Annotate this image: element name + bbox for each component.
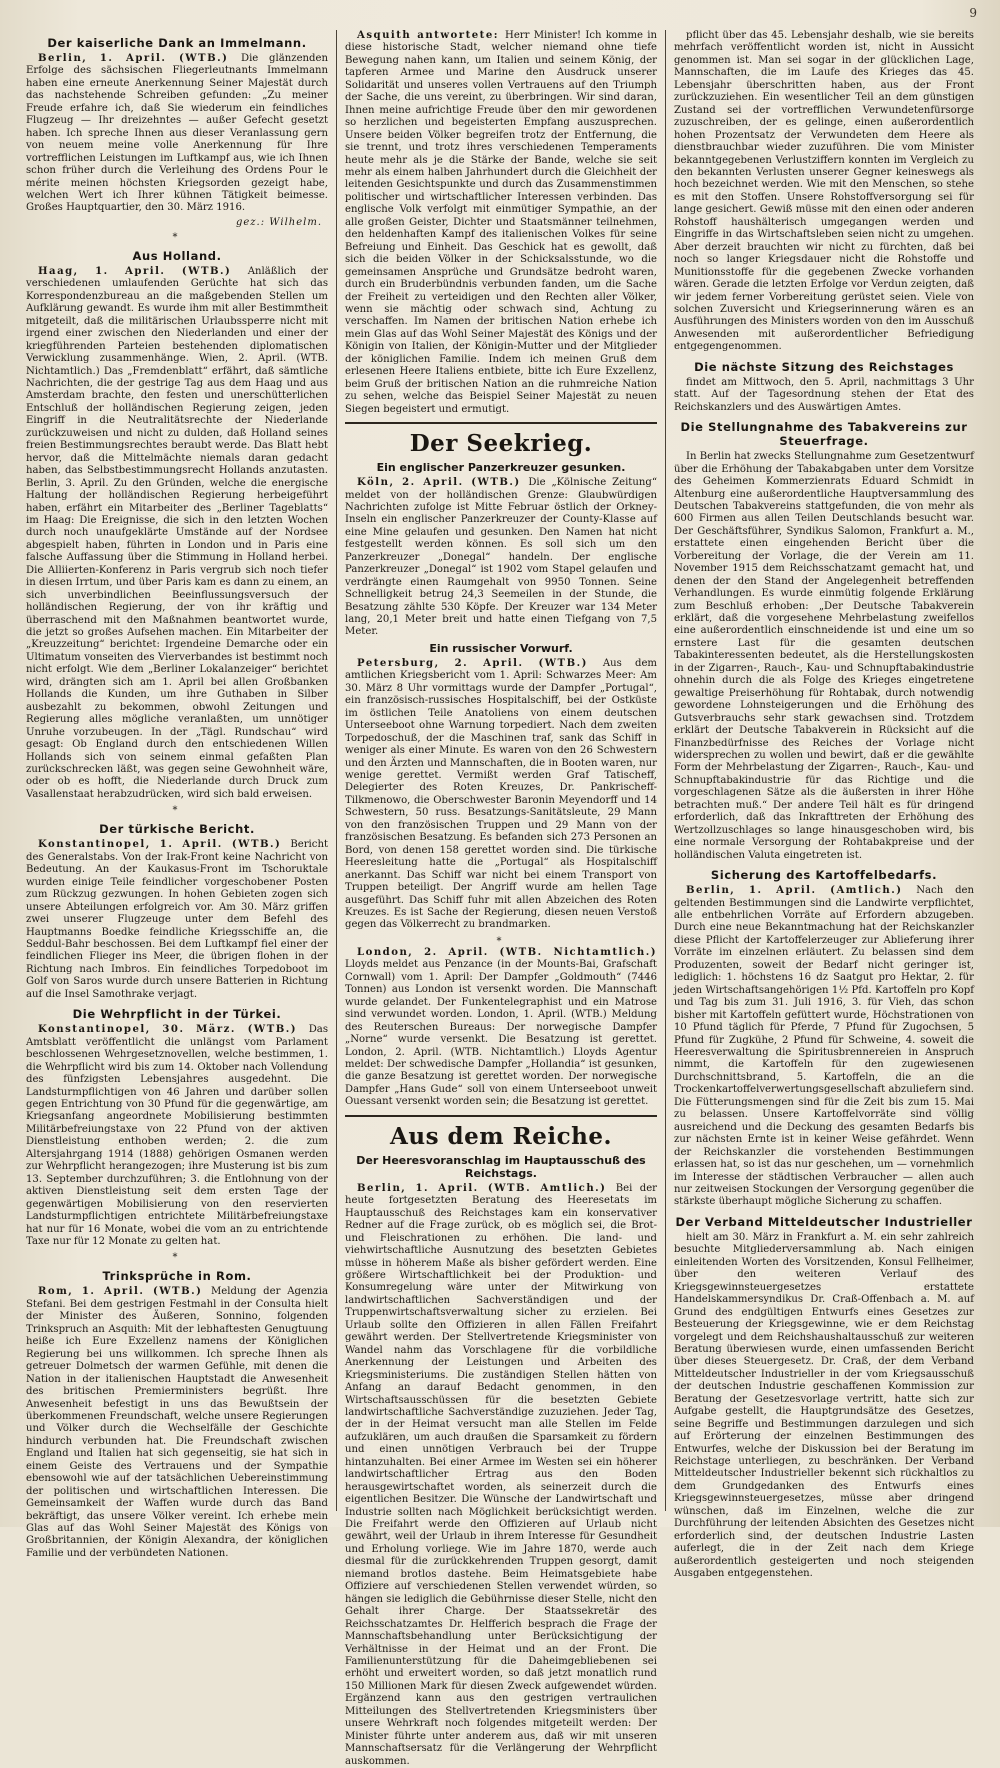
dateline: Haag, 1. April. (WTB.) [38,265,248,277]
headline-tuerkischer-bericht: Der türkische Bericht. [99,822,255,837]
article-reichstag-sitzung [674,377,974,414]
subheadline-russischer-vorwurf: Ein russischer Vorwurf. [429,641,573,655]
column-2 [336,30,666,1767]
dateline: London, 2. April. (WTB. Nichtamtlich.) [357,946,657,958]
article-text: findet am Mittwoch, den 5. April, nachmittags 3 Uhr statt. Auf der Tagesordnung stehen der Etat des Reichskanzlers und des Auswärtigen Amtes. [674,376,974,413]
article-text: Aus dem amtlichen Kriegsbericht vom 1. April: Schwarzes Meer: Am 30. März 8 Uhr vormittags wurde der Dampfer „Portugal“, ein französisch-russisches Hospitalschiff, bei der Ostküste im östlichen Teile Anatoliens von einem deutschen Unterseeboot ohne Warnung torpediert. Nach dem zweiten Torpedoschuß, der die Maschinen traf, sank das Schiff in weniger als einer Minute. Es waren von den 26 Schwestern und den Ärzten und Mannschaften, die in Booten waren, nur wenige gerettet. Vermißt werden Graf Tatischeff, Delegierter des Roten Kreuzes, Dr. Pankrischeff-Tilkmenowo, die Oberschwester Baronin Meyendorff und 14 Schwestern, 50 russ. Besatzungs-Sanitätsleute, 29 Mann von den französischen Truppen und 29 Mann von der französischen Besatzung. Es befanden sich 273 Personen an Bord, von denen 158 gerettet worden sind. Die türkische Heeresleitung hatte die „Portugal“ als Hospitalschiff anerkannt. Das Schiff war nicht bei einem Transport von Truppen beteiligt. Der Angriff wurde am hellen Tage ausgeführt. Das Schiff fuhr mit allen Abzeichen des Roten Kreuzes. Es ist Sache der Regierung, diesen neuen Verstoß gegen das Völkerrecht zu brandmarken. [345,657,657,931]
dateline: Berlin, 1. April. (Amtlich.) [686,885,917,897]
article-text: pflicht über das 45. Lebensjahr deshalb, wie sie bereits mehrfach veröffentlicht worden ist, nicht in Aussicht genommen ist. Man sei sogar in der glücklichen Lage, Mannschaften, die im Laufe des Krieges das 45. Lebensjahr überschritten haben, aus der Front zurückzuziehen. Ein wesentlicher Teil an dem günstigen Zustand sei der vortrefflichen Verwundetenfürsorge zuzuschreiben, der es gelinge, einen außerordentlich hohen Prozentsatz der Verwundeten dem Heere als dienstbrauchbar wieder zuzuführen. Die vom Minister bekanntgegebenen Verlustziffern konnten im Vergleich zu den bekannten Verlusten unserer Gegner keineswegs als hoch bezeichnet werden. Wie mit den Menschen, so stehe es mit den Stoffen. Unsere Rohstoffversorgung sei für lange gesichert. Gewiß müsse mit den einen oder anderen Rohstoff haushälterisch umgegangen werden und Eingriffe in das Wirtschaftsleben seien nicht zu umgehen. Aber derzeit brauchten wir nicht zu fürchten, daß bei noch so langer Kriegsdauer nicht die Rohstoffe und Munitionsstoffe für die gegebenen Zwecke vorhanden wären. Gerade die letzten Erfolge vor Verdun zeigten, daß wir jedem ferner Vorbereitung gerüstet seien. Viele von solchen Zuversicht und Kriegserinnerung wären es an Ausführungen des Ministers worden von den im Ausschuß Anwesenden mit außerordentlicher Befriedigung entgegengenommen. [674,30,974,353]
article-asquith-reply [345,30,657,416]
headline-holland: Aus Holland. [132,248,222,263]
article-holland [26,266,328,801]
section-rule [345,422,657,424]
column-1 [18,30,336,1559]
dateline: Konstantinopel, 30. März. (WTB.) [38,1024,309,1036]
dateline: Asquith antwortete: [357,30,506,41]
dateline: Petersburg, 2. April. (WTB.) [357,657,603,669]
article-immelmann [26,53,328,215]
article-text: Das Amtsblatt veröffentlicht die unlängst vom Parlament beschlossenen Wehrgesetznovellen, welche bestimmen, 1. die Wehrpflicht wird bis zum 14. Oktober nach Vollendung des fünfzigsten Lebensjahres ausgedehnt. Die Landsturmpflichtigen von 46 Jahren und darüber sollen gegen Entrichtung von 30 Pfund für die gegenwärtige, am Kriegsanfang angeordnete Mobilisierung bestimmten Militärbefreiungstaxe von 22 Pfund von der aktiven Dienstleistung enthoben werden; 2. die zum Altersjahrgang 1914 (1888) gehörigen Osmanen werden zur Wehrpflicht herangezogen; ihre Musterung ist bis zum 13. September durchzuführen; 3. die Entlohnung von der aktiven Dienstleistung seit dem ersten Tage der gegenwärtigen Mobilisierung von den reservierten Landsturmpflichtigen entrichtete Militärbefreiungstaxe hat nur für 16 Monate, wobei die vom an zu entrichtende Taxe nur für 12 Monate zu gelten hat. [26,1024,328,1247]
article-russischer-vorwurf [345,658,657,932]
article-text: Die glänzenden Erfolge des sächsischen Fliegerleutnants Immelmann haben eine erneute Anerkennung Seiner Majestät durch das nachstehende Schreiben gefunden: „Zu meiner Freude erfahre ich, daß Sie wiederum ein feindliches Flugzeug — Ihr dreizehntes — außer Gefecht gesetzt haben. Ich spreche Ihnen aus dieser Veranlassung gern von neuem meine volle Anerkennung für Ihre vortrefflichen Leistungen im Luftkampf aus, wie ich Ihnen schon früher durch die Verleihung des Ordens Pour le mérite meinen höchsten Kriegsorden gezeigt habe, welchen Wert ich Ihrer kühnen Tätigkeit beimesse. Großes Hauptquartier, den 30. März 1916. [26,53,328,214]
columns [18,30,982,1767]
article-text: Lloyds meldet aus Penzance (in der Mounts-Bai, Grafschaft Cornwall) vom 1. April: Der Dampfer „Goldmouth“ (7446 Tonnen) aus London ist versenkt worden. Die Mannschaft wurde gelandet. Der Funkentelegraphist und ein Matrose sind verwundet worden. London, 1. April. (WTB.) Meldung des Reuterschen Bureaus: Der norwegische Dampfer „Norne“ wurde versenkt. Die Besatzung ist gerettet. London, 2. April. (WTB. Nichtamtlich.) Lloyds Agentur meldet: Der schwedische Dampfer „Hollandia“ ist gesunken, die ganze Besatzung ist gerettet worden. Der norwegische Dampfer „Hans Gude“ soll von einem Unterseeboot unweit Ouessant versenkt worden sein; die Besatzung ist gerettet. [345,959,657,1108]
article-text: Bericht des Generalstabs. Von der Irak-Front keine Nachricht von Bedeutung. An der Kaukasus-Front im Tschoruktale wurden einige Teile feindlicher vorgeschobener Posten zum Rückzug gezwungen. In hohen Gebieten zogen sich unsere Abteilungen erfolgreich vor. Am 30. März griffen zwei unserer Flugzeuge unter dem Befehl des Hauptmanns Boedke feindliche Kriegsschiffe an, die Seddul-Bahr beschossen. Bei dem Luftkampf fiel einer der feindlichen Flieger ins Meer, die übrigen flohen in der Richtung nach Imbros. Ein feindliches Torpedoboot im Golf von Saros wurde durch unsere Batterien in Richtung auf die Insel Samothrake verjagt. [26,839,328,1000]
dateline: Berlin, 1. April. (WTB.) [38,53,241,64]
section-star-divider: * [172,231,182,243]
article-text: Bei der heute fortgesetzten Beratung des Heeresetats im Hauptausschuß des Reichstages kam ein konservativer Redner auf die Frage zurück, ob es möglich sei, die Brot- und Fleischrationen zu erhöhen. Die land- und viehwirtschaftliche Ausnutzung des besetzten Gebietes müsse in höherem Maße als bisher gefördert werden. Eine größere Wirtschaftlichkeit bei der Produktion- und Konsumregelung wäre unter der Mitwirkung von landwirtschaftlichen Sachverständigen und der Truppenwirtschaftsverwaltung sicher zu erzielen. Bei Urlaub sollte den Offizieren in allen Fällen Freifahrt gewährt werden. Der Stellvertretende Kriegsminister von Wandel nahm das Vorschlagene für die vorbildliche Anerkennung der Leistungen und Arbeiten des Kriegsministeriums. Die zuständigen Stellen hätten von Anfang an darauf Bedacht genommen, in den Wirtschaftsausschüssen für die besetzten Gebiete landwirtschaftliche Sachverständige zuzuziehen. Jeder Tag, der in der Heimat versucht man alle Stellen im Felde aufzuklären, um auch draußen die Sparsamkeit zu fördern und einen unnötigen Verbrauch bei der Truppe hintanzuhalten. Bei einer Armee im Westen sei ein höherer landwirtschaftlicher Ertrag aus den Boden herausgewirtschaftet worden, als seinerzeit durch die eigentlichen Besitzer. Die Wünsche der Landwirtschaft und Industrie sollten nach Möglichkeit berücksichtigt werden. Die Freifahrt werde den Offizieren auf Urlaub nicht gewährt, weil der Urlaub in ihrem Interesse für Gesundheit und Erholung vorliege. Wie im Jahre 1870, werde auch diesmal für die zurückkehrenden Truppen gesorgt, damit niemand brotlos dastehe. Beim Heimatsgebiete habe Offiziere auf verschiedenen Stellen verwendet würden, so hängen sie lediglich die Gebührnisse dieser Stelle, nicht den Gehalt ihrer Charge. Der Staatssekretär des Reichsschatzamtes Dr. Helfferich besprach die Frage der Mannschaftsbehandlung unter Berücksichtigung der Verhältnisse in der Heimat und an der Front. Die Familienunterstützung für die Daheimgebliebenen sei erhöht und erweitert worden, so daß jetzt monatlich rund 150 Millionen Mark für diesen Zweck aufgewendet würden. Ergänzend kann aus den gestrigen vertraulichen Mitteilungen des Stellvertretenden Kriegsministers über unsere Wehrkraft noch folgendes mitgeteilt werden: Der Minister führte unter anderem aus, daß wir mit unseren Mannschaftsersatz für die Verlängerung der Wehrpflicht auskommen. [345,1182,657,1767]
article-text: Meldung der Agenzia Stefani. Bei dem gestrigen Festmahl in der Consulta hielt der Minister des Äußeren, Sonnino, folgenden Trinkspruch an Asquith: Mit der lebhaftesten Genugtuung heiße ich Eure Exzellenz namens der Königlichen Regierung bei uns willkommen. Ich spreche Ihnen als getreuer Dolmetsch der warmen Gefühle, mit denen die Nation in der italienischen Hauptstadt die Anwesenheit des britischen Premierministers begrüßt. Ihre Anwesenheit befestigt in uns das Bewußtsein der überkommenen Freundschaft, welche unsere Regierungen und Völker durch die Wechselfälle der Geschichte hindurch verbunden hat. Die Freundschaft zwischen England und Italien hat sich gegenseitig, sie hat sich in einem Geiste des Vertrauens und der Sympathie ebensowohl wie auf der tatsächlichen Uebereinstimmung der politischen und wirtschaftlichen Interessen. Die Gemeinsamkeit der Waffen wurde durch das Band bekräftigt, das unsere Völker vereint. Ich erhebe mein Glas auf das Wohl Seiner Majestät des Königs von Großbritannien, der Königin Alexandra, der königlichen Familie und der verbündeten Nationen. [26,1286,328,1559]
headline-aus-dem-reiche: Aus dem Reiche. [390,1122,612,1150]
page-marker: 9 [969,6,978,20]
headline-trinksprueche: Trinksprüche in Rom. [102,1269,252,1284]
article-tabakverein [674,451,974,862]
article-wehrpflicht-continued [674,30,974,354]
headline-immelmann: Der kaiserliche Dank an Immelmann. [47,36,307,50]
dateline: Konstantinopel, 1. April. (WTB.) [38,839,291,851]
headline-mitteldeutsche-industrielle: Der Verband Mitteldeutscher Industrieller [675,1214,973,1229]
dateline: Rom, 1. April. (WTB.) [38,1286,211,1298]
article-text: Nach den geltenden Bestimmungen sind die Landwirte verpflichtet, alle entbehrlichen Vorräte auf Erfordern abzugeben. Durch eine neue Bekanntmachung hat der Reichskanzler diese Pflicht der Kartoffelerzeuger zur Ablieferung ihrer Vorräte im einzelnen erläutert. Zu belassen sind dem Produzenten, soweit der Bedarf nicht geringer ist, lediglich: 1. höchstens 16 dz Saatgut pro Hektar, 2. für jeden Wirtschaftsangehörigen 1½ Pfd. Kartoffeln pro Kopf und Tag bis zum 31. Juli 1916, 3. für Vieh, das schon bisher mit Kartoffeln gefüttert wurde, Höchstrationen von 10 Pfund täglich für Pferde, 7 Pfund für Zugochsen, 5 Pfund für Zugkühe, 2 Pfund für Schweine, 4. soweit die Heeresverwaltung die Spiritusbrennereien in Anspruch nimmt, die Kartoffeln für den zugewiesenen Durchschnittsbrand, 5. Kartoffeln, die an die Trockenkartoffelverwertungsgesellschaft abzuliefern sind. Die Fütterungsmengen sind für die Zeit bis zum 15. Mai zu belassen. Unsere Kartoffelvorräte sind völlig ausreichend und die Deckung des gesamten Bedarfs bis zur nächsten Ernte ist in keiner Weise gefährdet. Wenn der Reichskanzler die vorstehenden Bestimmungen erlassen hat, so ist das nur geschehen, um — vornehmlich im Interesse der städtischen Verbraucher — allen auch nur zeitweisen Stockungen der Versorgung gegenüber die stärkste überhaupt mögliche Sicherung zu schaffen. [674,885,975,1208]
article-text: Herr Minister! Ich komme in diese historische Stadt, welcher niemand ohne tiefe Bewegung nahen kann, um Italien und seinem König, der tapferen Armee und Marine den Ausdruck unserer Solidarität und unseres vollen Vertrauens auf den Triumph der Sache, die uns vereint, zu überbringen. Wir sind daran, Ihnen meine aufrichtige Freude über den mir gewordenen so herzlichen und begeisterten Empfang auszusprechen. Unsere beiden Völker begreifen trotz der Entfernung, die sie trennt, und trotz ihres verschiedenen Temperaments heute mehr als je die Stärke der Bande, welche sie seit mehr als einem halben Jahrhundert durch die Gleichheit der leitenden Gesichtspunkte und durch das Zusammenstimmen politischer und wirtschaftlicher Interessen verbinden. Das englische Volk verfolgt mit einmütiger Sympathie, an der alle großen Geister, Dichter und Staatsmänner teilnehmen, den heldenhaften Kampf des italienischen Volkes für seine Befreiung und Einheit. Das Geschick hat es gewollt, daß sich die beiden Völker in der Schicksalsstunde, wo die gemeinsamen Ansprüche und Grundsätze bedroht waren, durch ein Bruderbündnis verbunden fanden, um die Sache der Freiheit zu verteidigen und den Rechten aller Völker, wenn sie mächtig oder schwach sind, Achtung zu verschaffen. Im Namen der britischen Nation erhebe ich mein Glas auf das Wohl Seiner Majestät des Königs und der Königin von Italien, der Königin-Mutter und der Mitglieder der königlichen Familie. Indem ich meinen Gruß dem erlesenen Heere Italiens entbiete, bitte ich Eure Exzellenz, beim Gruß der britischen Nation an die ruhmreiche Nation zu sehen, welche das Beispiel Seiner Majestät zu neuen Siegen begeistert und ermutigt. [345,30,658,415]
article-text: Anläßlich der verschiedenen umlaufenden Gerüchte hat sich das Korrespondenzbureau an die maßgebenden Stellen um Aufklärung gewandt. Es wurde ihm mit aller Bestimmtheit mitgeteilt, daß die militärischen Urlaubssperre nicht mit irgend einer zwischen den Niederlanden und einer der kriegführenden Parteien bestehenden diplomatischen Verwicklung zusammenhänge. Wien, 2. April. (WTB. Nichtamtlich.) Das „Fremdenblatt“ erfährt, daß sämtliche Nachrichten, die der gestrige Tag aus dem Haag und aus Amsterdam brachte, den festen und unerschütterlichen Entschluß der holländischen Regierung zeigen, jeden Eingriff in die Neutralitätsrechte der Niederlande zurückzuweisen und nicht zu dulden, daß Holland seines freien Bestimmungsrechtes beraubt werde. Das Blatt hebt hervor, daß die Mittelmächte niemals daran gedacht haben, das Selbstbestimmungsrecht Hollands anzutasten. Berlin, 3. April. Zu den Gründen, welche die energische Haltung der holländischen Regierung herbeigeführt haben, erfährt ein Mitarbeiter des „Berliner Tageblatts“ im Haag: Die Ereignisse, die sich in den letzten Wochen durch noch unaufgeklärte Umstände auf der Nordsee abgespielt haben, führten in London und in Paris eine falsche Auffassung über die Stimmung in Holland herbei. Die Alliierten-Konferenz in Paris vergrub sich noch tiefer in diesen Irrtum, und über Paris kam es dann zu einem, an sich unverbindlichen Beeinflussungsversuch der holländischen Regierung, der von ihr kräftig und überraschend mit den Maßnahmen beantwortet wurde, die jetzt so großes Aufsehen machen. Ein Mitarbeiter der „Kreuzzeitung“ berichtet: Irgendeine Demarche oder ein Ultimatum vonseiten des Vierverbandes ist bestimmt noch nicht erfolgt. Wie dem „Berliner Lokalanzeiger“ berichtet wird, drängten sich am 1. April bei allen Großbanken Hollands die Kunden, um ihre Guthaben in Silber ausbezahlt zu bekommen, obwohl Zeitungen und Regierung alles mögliche veranlaßten, um unnötiger Unruhe vorzubeugen. In der „Tägl. Rundschau“ wird gesagt: Ob England durch den entschiedenen Willen Hollands sich von seinem einmal gefaßten Plan zurückschrecken läßt, was gegen seine Gewohnheit wäre, oder ob es hofft, die Niederlande durch Druck zum Vasallenstaat herabzudrücken, wird sich bald erweisen. [26,265,328,800]
column-3 [666,30,982,1580]
signature: gez.: Wilhelm. [235,216,322,228]
article-heeresvoranschlag [345,1183,657,1768]
article-wehrpflicht [26,1024,328,1248]
article-text: Die „Kölnische Zeitung“ meldet von der holländischen Grenze: Glaubwürdigen Nachrichten zufolge ist Mitte Februar östlich der Orkney-Inseln ein englischer Panzerkreuzer der County-Klasse auf eine Mine gelaufen und gesunken. Den Namen hat nicht festgestellt werden können. Es soll sich um den Panzerkreuzer „Donegal“ handeln. Der englische Panzerkreuzer „Donegal“ ist 1902 vom Stapel gelaufen und verdrängte einen Raumgehalt von 9950 Tonnen. Seine Schnelligkeit betrug 24,3 Seemeilen in der Stunde, die Besatzung zählte 530 Köpfe. Der Kreuzer war 134 Meter lang, 20,1 Meter breit und hatte einen Tiefgang von 7,5 Meter. [345,477,657,638]
section-star-divider: * [172,1252,182,1264]
article-text: hielt am 30. März in Frankfurt a. M. ein sehr zahlreich besuchte Mitgliederversammlung ab. Nach einigen einleitenden Worten des Vorsitzenden, Konsul Fellheimer, über den weiteren Verlauf des Kriegsgewinnsteuergesetzes erstattete Handelskammersyndikus Dr. Craß-Offenbach a. M. auf Grund des endgültigen Entwurfs eines Gesetzes zur Besteuerung der Kriegsgewinne, wie er dem Reichstag vorgelegt und dem Reichshaushaltausschuß zur weiteren Beratung überwiesen wurde, einen umfassenden Bericht über dieses Steuergesetz. Dr. Craß, der dem Verband Mitteldeutscher Industrieller in der vom Kriegsausschuß der deutschen Industrie geschaffenen Kommission zur Beratung der Gesetzesvorlage vertritt, hatte sich zur Aufgabe gestellt, die Hauptgrundsätze des Gesetzes, seine Begriffe und Bestimmungen darzulegen und sich auf Erörterung der einzelnen Bestimmungen des Entwurfes, welche der Diskussion bei der Beratung im Reichstage unterliegen, zu beschränken. Der Verband Mitteldeutscher Industrieller bekennt sich rückhaltlos zu dem Grundgedanken des Entwurfs eines Kriegsgewinnsteuergesetzes, müsse aber dringend wünschen, daß im Einzelnen, welche die zur Durchführung der leitenden Absichten des Gesetzes nicht erforderlich sind, der deutschen Industrie Lasten auferlegt, die in der Zeit nach dem Kriege außerordentlich gesteigerten und noch steigenden Ausgaben entgegenstehen. [674,1231,974,1580]
article-trinksprueche [26,1286,328,1560]
article-tuerkischer-bericht [26,839,328,1001]
dateline: Köln, 2. April. (WTB.) [357,477,529,489]
article-text: In Berlin hat zwecks Stellungnahme zum Gesetzentwurf über die Erhöhung der Tabakabgaben unter dem Vorsitze des Geheimen Kommerzienrats Eduard Schmidt in Altenburg eine außerordentliche Hauptversammlung des Deutschen Tabakvereins stattgefunden, die von mehr als 600 Firmen aus allen Teilen Deutschlands besucht war. Der Geschäftsführer, Syndikus Salomon, Frankfurt a. M., erstattete einen eingehenden Bericht über die Vorbereitung der Vorlage, die der Verein am 11. November 1915 dem Reichsschatzamt gemacht hat, und denen der den Stand der Angelegenheit betreffenden Verhandlungen. Es wurde einmütig folgende Erklärung zum Beschluß erhoben: „Der Deutsche Tabakverein erklärt, daß die vorgesehene Mehrbelastung zweifellos eine außerordentlich einschneidende ist und eine um so ernstere Last für die gesamten deutschen Tabakinteressenten bedeutet, als die Herstellungskosten in der Zigarren-, Rauch-, Kau- und Schnupftabakindustrie ohnehin durch die als Folge des Krieges eingetretene gewaltige Preiserhöhung für Rohtabak, durch notwendig gewordene Lohnsteigerungen und die Erhöhung des Gutsverbrauchs sehr stark gewachsen sind. Trotzdem erklärt der Deutsche Tabakverein in Rücksicht auf die Finanzbedürfnisse des Reiches der Vorlage nicht widersprechen zu wollen und bewirt, daß er die gewählte Form der Mehrbelastung der Zigarren-, Rauch-, Kau- und Schnupftabakindustrie für das Richtige und die vorgeschlagenen Sätze als die äußersten in ihrer Höhe betrachten muß.“ Der andere Teil hält es für dringend erforderlich, daß das Inkrafttreten der Erhöhung des Wertzollzuschlages so lange hinausgeschoben wird, bis eine normale Versorgung der Rohtabakpreise und der holländischen Valuta eingetreten ist. [674,451,974,861]
subheadline-heeresvoranschlag: Der Heeresvoranschlag im Hauptausschuß des Reichstags. [356,1153,646,1180]
article-kartoffelbedarf [674,885,974,1209]
headline-seekrieg: Der Seekrieg. [409,430,593,458]
article-lloyds [345,947,657,1109]
headline-reichstag-sitzung: Die nächste Sitzung des Reichstages [694,359,954,374]
article-panzerkreuzer [345,477,657,639]
section-star-divider: * [172,805,182,817]
dateline: Berlin, 1. April. (WTB. Amtlich.) [357,1182,616,1194]
subheadline-panzerkreuzer: Ein englischer Panzerkreuzer gesunken. [376,461,626,475]
section-star-divider: * [496,935,506,947]
headline-wehrpflicht: Die Wehrpflicht in der Türkei. [72,1007,282,1022]
headline-tabakverein: Die Stellungnahme des Tabakvereins zur Steuerfrage. [680,420,968,449]
headline-kartoffelbedarf: Sicherung des Kartoffelbedarfs. [710,868,938,883]
article-mitteldeutsche-industrielle [674,1232,974,1581]
section-rule [345,1115,657,1117]
